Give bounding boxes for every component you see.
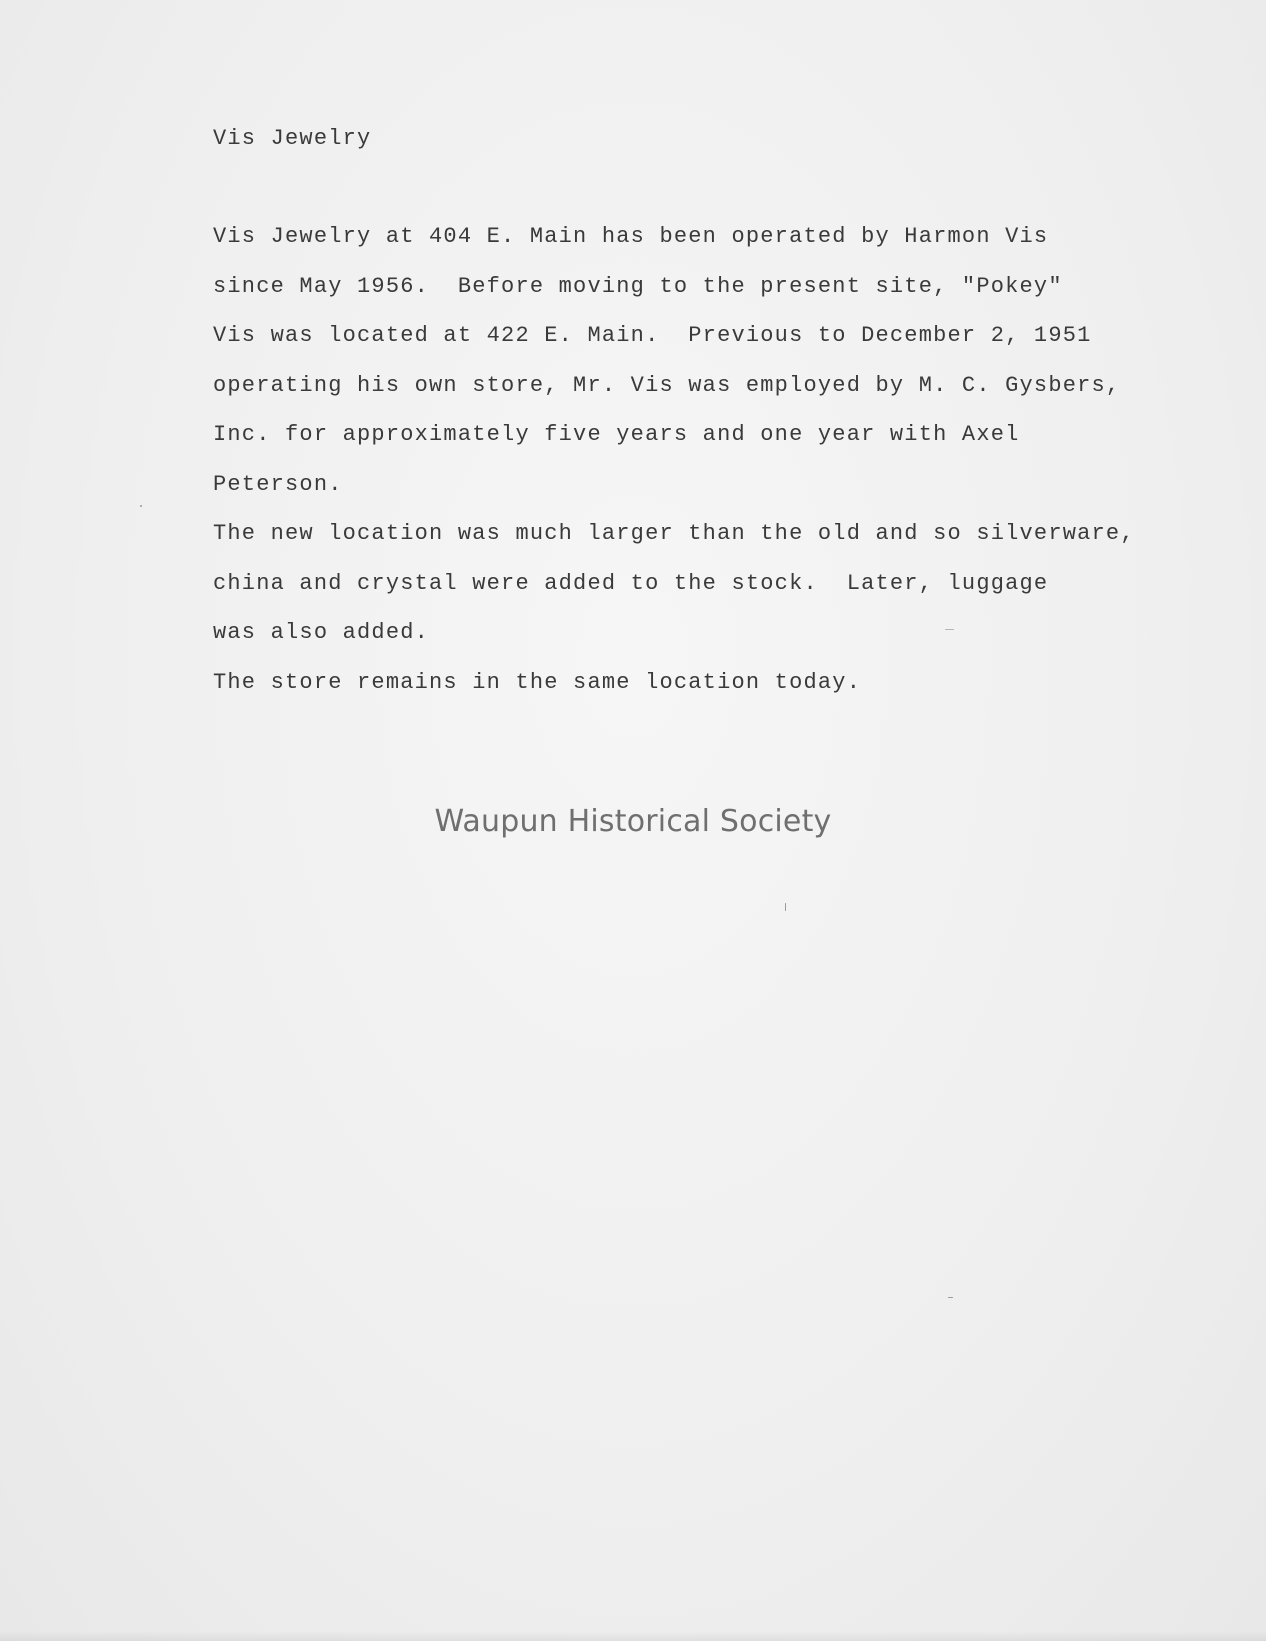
paper-speck [948,1297,953,1298]
body-line-1: Vis Jewelry at 404 E. Main has been operated by Harmon Vis [213,224,1049,249]
document-title: Vis Jewelry [213,126,372,151]
paper-speck [945,629,954,630]
watermark-text: Waupun Historical Society [434,804,832,839]
body-line-9: was also added. [213,620,430,645]
body-line-2: since May 1956. Before moving to the present site, "Pokey" [213,274,1063,299]
paper-speck [785,903,786,911]
body-line-4: operating his own store, Mr. Vis was employed by M. C. Gysbers, [213,373,1121,398]
paper-speck [140,505,142,507]
body-line-6: Peterson. [213,472,343,497]
body-line-7: The new location was much larger than the old and so silverware, [213,521,1135,546]
body-line-5: Inc. for approximately five years and one year with Axel [213,422,1020,447]
body-line-8: china and crystal were added to the stock. Later, luggage [213,571,1049,596]
body-line-3: Vis was located at 422 E. Main. Previous to December 2, 1951 [213,323,1092,348]
body-line-10: The store remains in the same location today. [213,670,862,695]
